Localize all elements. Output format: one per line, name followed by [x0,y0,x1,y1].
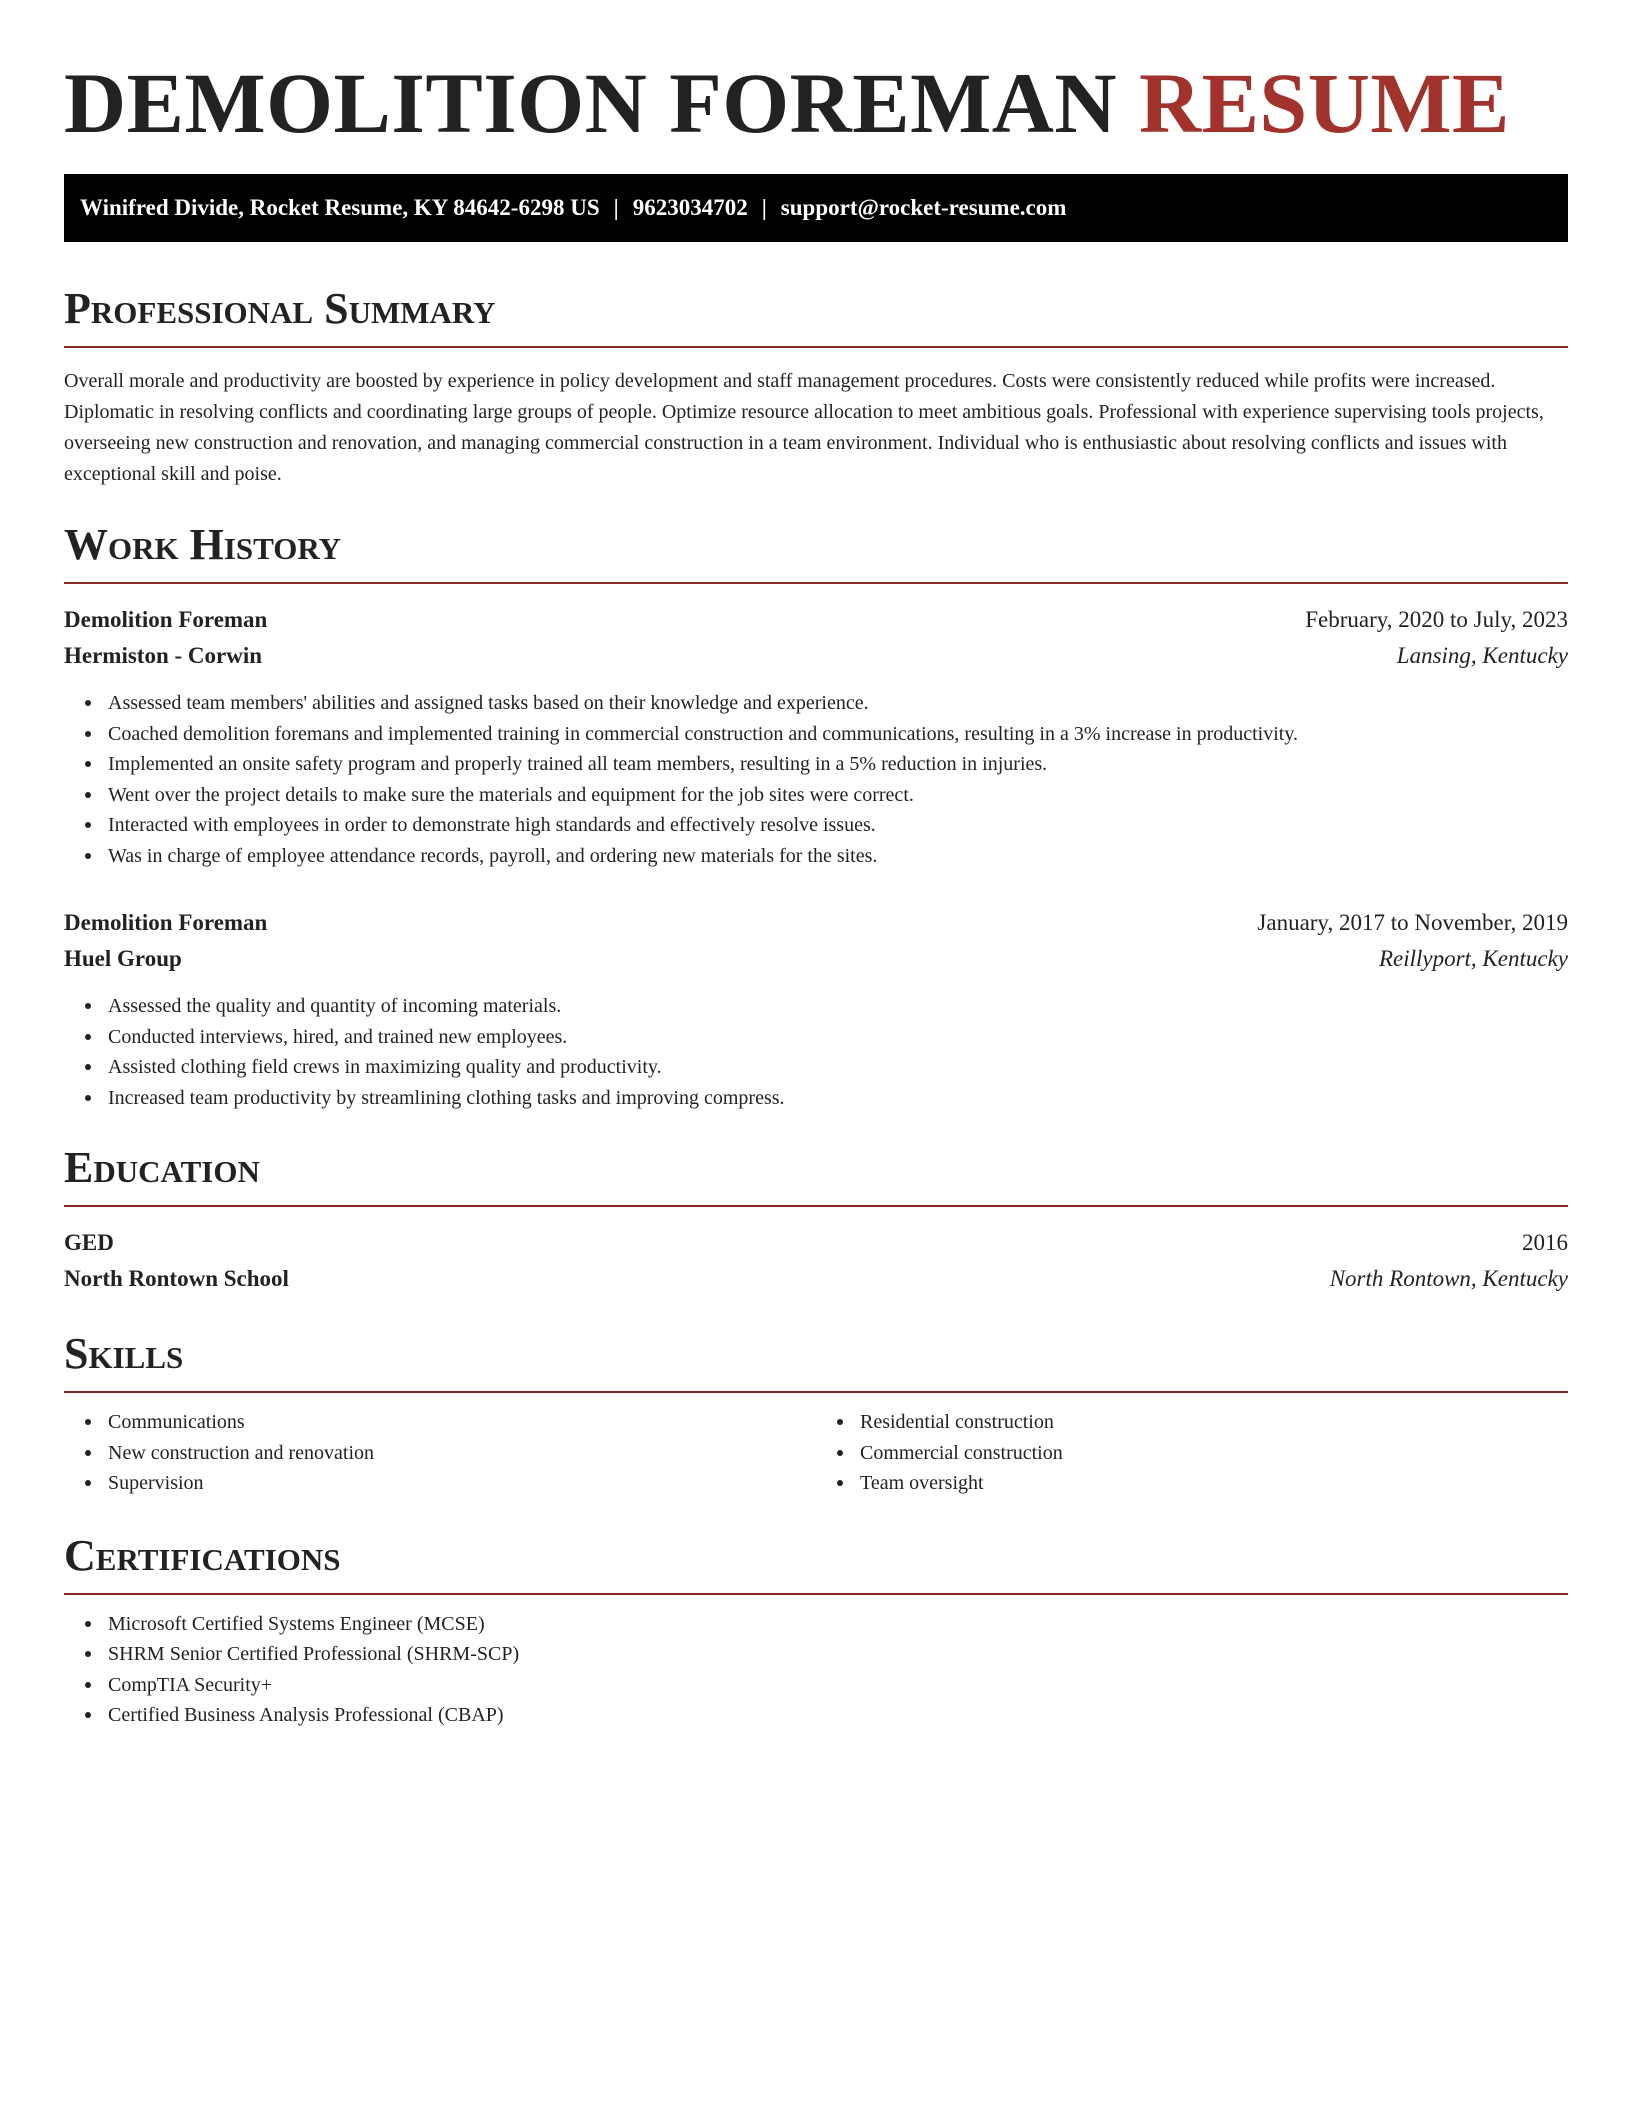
list-item: Residential construction [860,1407,1568,1438]
title-main: DEMOLITION FOREMAN [64,55,1117,151]
list-item: New construction and renovation [108,1438,816,1469]
section-heading: Skills [64,1329,184,1378]
list-item: Implemented an onsite safety program and properly trained all team members, resulting in a 5% reduction in injuries. [108,749,1568,780]
contact-phone: 9623034702 [632,195,748,220]
job-bullets [64,688,1568,871]
job-location: Reillyport, Kentucky [1378,946,1568,971]
list-item: Interacted with employees in order to demonstrate high standards and effectively resolve issues. [108,810,1568,841]
list-item: Team oversight [860,1468,1568,1499]
certifications-section [64,1529,1568,1731]
job-company-row [64,941,1568,977]
contact-address: Winifred Divide, Rocket Resume, KY 84642-6298 US [80,195,600,220]
job-header-row [64,905,1568,941]
contact-email: support@rocket-resume.com [780,195,1067,220]
section-divider [64,1391,1568,1393]
contact-separator: | [613,195,619,220]
resume-title [64,50,1568,156]
skills-column-right [816,1407,1568,1499]
list-item: Assessed the quality and quantity of incoming materials. [108,991,1568,1022]
professional-summary-section [64,282,1568,490]
list-item: Communications [108,1407,816,1438]
list-item: Assisted clothing field crews in maximizing quality and productivity. [108,1052,1568,1083]
job-dates: February, 2020 to July, 2023 [1305,607,1568,632]
job-dates: January, 2017 to November, 2019 [1257,910,1568,935]
education-location: North Rontown, Kentucky [1329,1266,1568,1291]
education-degree-row [64,1225,1568,1261]
list-item: Coached demolition foremans and implemented training in commercial construction and communications, resulting in a 3% increase in productivity. [108,719,1568,750]
education-school-row [64,1261,1568,1297]
list-item: Supervision [108,1468,816,1499]
title-accent: RESUME [1138,55,1510,151]
skills-column-left [64,1407,816,1499]
section-divider [64,1205,1568,1207]
job-company: Huel Group [64,946,182,971]
list-item: Microsoft Certified Systems Engineer (MCSE) [108,1609,1568,1640]
job-company: Hermiston - Corwin [64,643,263,668]
list-item: Conducted interviews, hired, and trained new employees. [108,1022,1568,1053]
education-school: North Rontown School [64,1266,289,1291]
list-item: Was in charge of employee attendance records, payroll, and ordering new materials for the sites. [108,841,1568,872]
contact-bar [64,174,1568,242]
list-item: Commercial construction [860,1438,1568,1469]
list-item: Went over the project details to make sure the materials and equipment for the job sites were correct. [108,780,1568,811]
contact-separator: | [761,195,767,220]
section-divider [64,582,1568,584]
list-item: CompTIA Security+ [108,1670,1568,1701]
job-header-row [64,602,1568,638]
education-degree: GED [64,1230,114,1255]
list-item: Certified Business Analysis Professional (CBAP) [108,1700,1568,1731]
certifications-list [64,1609,1568,1731]
job-entry [64,602,1568,871]
skills-section [64,1327,1568,1499]
job-company-row [64,638,1568,674]
summary-text: Overall morale and productivity are boosted by experience in policy development and staff management procedures. Costs were consistently reduced while profits were increased. Diplomatic in resolving conflicts and coordinating large groups of people. Optimize resource allocation to meet ambitious goals. Professional with experience supervising tools projects, overseeing new construction and renovation, and managing commercial construction in a team environment. Individual who is enthusiastic about resolving conflicts and issues with exceptional skill and poise. [64,370,1544,485]
list-item: SHRM Senior Certified Professional (SHRM-SCP) [108,1639,1568,1670]
section-heading: Work History [64,520,342,569]
education-section [64,1141,1568,1297]
job-location: Lansing, Kentucky [1396,643,1568,668]
job-title: Demolition Foreman [64,607,268,632]
education-year: 2016 [1522,1230,1568,1255]
skills-grid [64,1407,1568,1499]
section-divider [64,346,1568,348]
job-title: Demolition Foreman [64,910,268,935]
section-heading: Certifications [64,1530,341,1580]
job-entry [64,905,1568,1113]
work-history-section [64,518,1568,1113]
section-heading: Education [64,1143,260,1192]
list-item: Increased team productivity by streamlining clothing tasks and improving compress. [108,1083,1568,1114]
section-divider [64,1593,1568,1595]
job-bullets [64,991,1568,1113]
section-heading: Professional Summary [64,284,496,333]
list-item: Assessed team members' abilities and assigned tasks based on their knowledge and experience. [108,688,1568,719]
